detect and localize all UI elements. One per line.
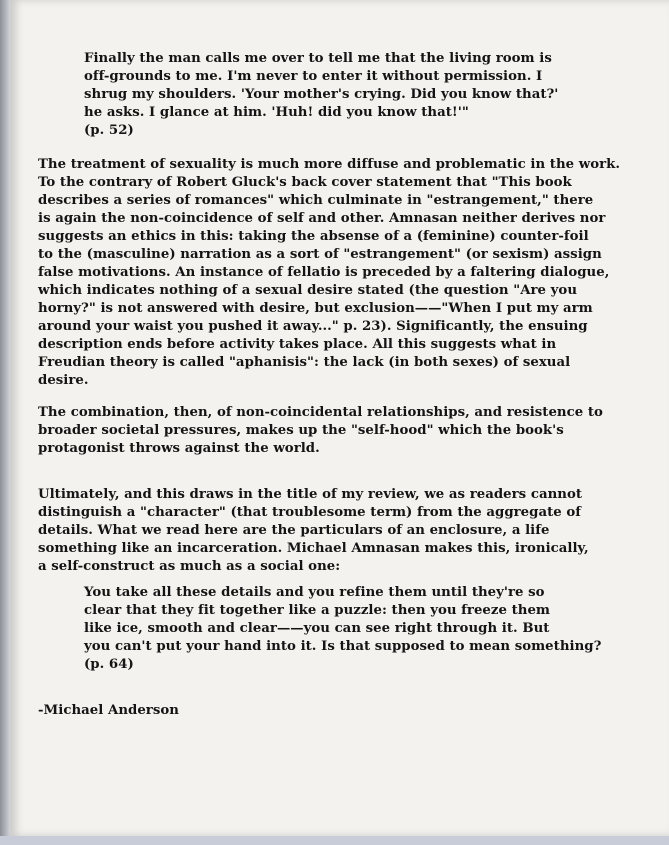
para1-line: describes a series of romances" which culminate in "estrangement," there — [38, 193, 594, 208]
para1-line: suggests an ethics in this: taking the absense of a (feminine) counter-foil — [38, 229, 589, 244]
para1-line: The treatment of sexuality is much more diffuse and problematic in the work. — [38, 157, 621, 172]
para2-line: broader societal pressures, makes up the "self-hood" which the book's — [38, 423, 564, 438]
para1-line: is again the non-coincidence of self and other. Amnasan neither derives nor — [38, 211, 606, 226]
quote1-line: off-grounds to me. I'm never to enter it without permission. I — [84, 69, 543, 84]
page-bottom-edge — [0, 836, 669, 845]
signature: -Michael Anderson — [38, 703, 179, 718]
para1-line: to the (masculine) narration as a sort of "estrangement" (or sexism) assign — [38, 247, 602, 262]
quote2-line: You take all these details and you refine them until they're so — [84, 585, 545, 600]
para1-line: Freudian theory is called "aphanisis": the lack (in both sexes) of sexual — [38, 355, 571, 370]
para1-line: around your waist you pushed it away..." p. 23). Significantly, the ensuing — [38, 319, 588, 334]
para3-line: details. What we read here are the particulars of an enclosure, a life — [38, 523, 550, 538]
para1-line: which indicates nothing of a sexual desire stated (the question "Are you — [38, 283, 578, 298]
para1-line: false motivations. An instance of fellatio is preceded by a faltering dialogue, — [38, 265, 610, 280]
para3-line: something like an incarceration. Michael Amnasan makes this, ironically, — [38, 541, 589, 556]
para1-line: desire. — [38, 373, 89, 388]
para3-line: distinguish a "character" (that troublesome term) from the aggregate of — [38, 505, 582, 520]
para1-line: horny?" is not answered with desire, but exclusion——"When I put my arm — [38, 301, 593, 316]
quote2-line: clear that they fit together like a puzzle: then you freeze them — [84, 603, 551, 618]
para3-line: a self-construct as much as a social one: — [38, 559, 341, 574]
para2-line: protagonist throws against the world. — [38, 441, 320, 456]
quote2-line: like ice, smooth and clear——you can see right through it. But — [84, 621, 550, 636]
para3-line: Ultimately, and this draws in the title of my review, we as readers cannot — [38, 487, 583, 502]
para2-line: The combination, then, of non-coincidental relationships, and resistence to — [38, 405, 603, 420]
quote1-line: (p. 52) — [84, 123, 134, 138]
para1-line: description ends before activity takes place. All this suggests what in — [38, 337, 557, 352]
quote1-line: Finally the man calls me over to tell me that the living room is — [84, 51, 552, 66]
quote1-line: he asks. I glance at him. 'Huh! did you know that!'" — [84, 105, 469, 120]
quote1-line: shrug my shoulders. 'Your mother's crying. Did you know that?' — [84, 87, 559, 102]
quote2-line: (p. 64) — [84, 657, 134, 672]
para1-line: To the contrary of Robert Gluck's back cover statement that "This book — [38, 175, 572, 190]
quote2-line: you can't put your hand into it. Is that supposed to mean something? — [84, 639, 602, 654]
document-page — [10, 0, 669, 836]
